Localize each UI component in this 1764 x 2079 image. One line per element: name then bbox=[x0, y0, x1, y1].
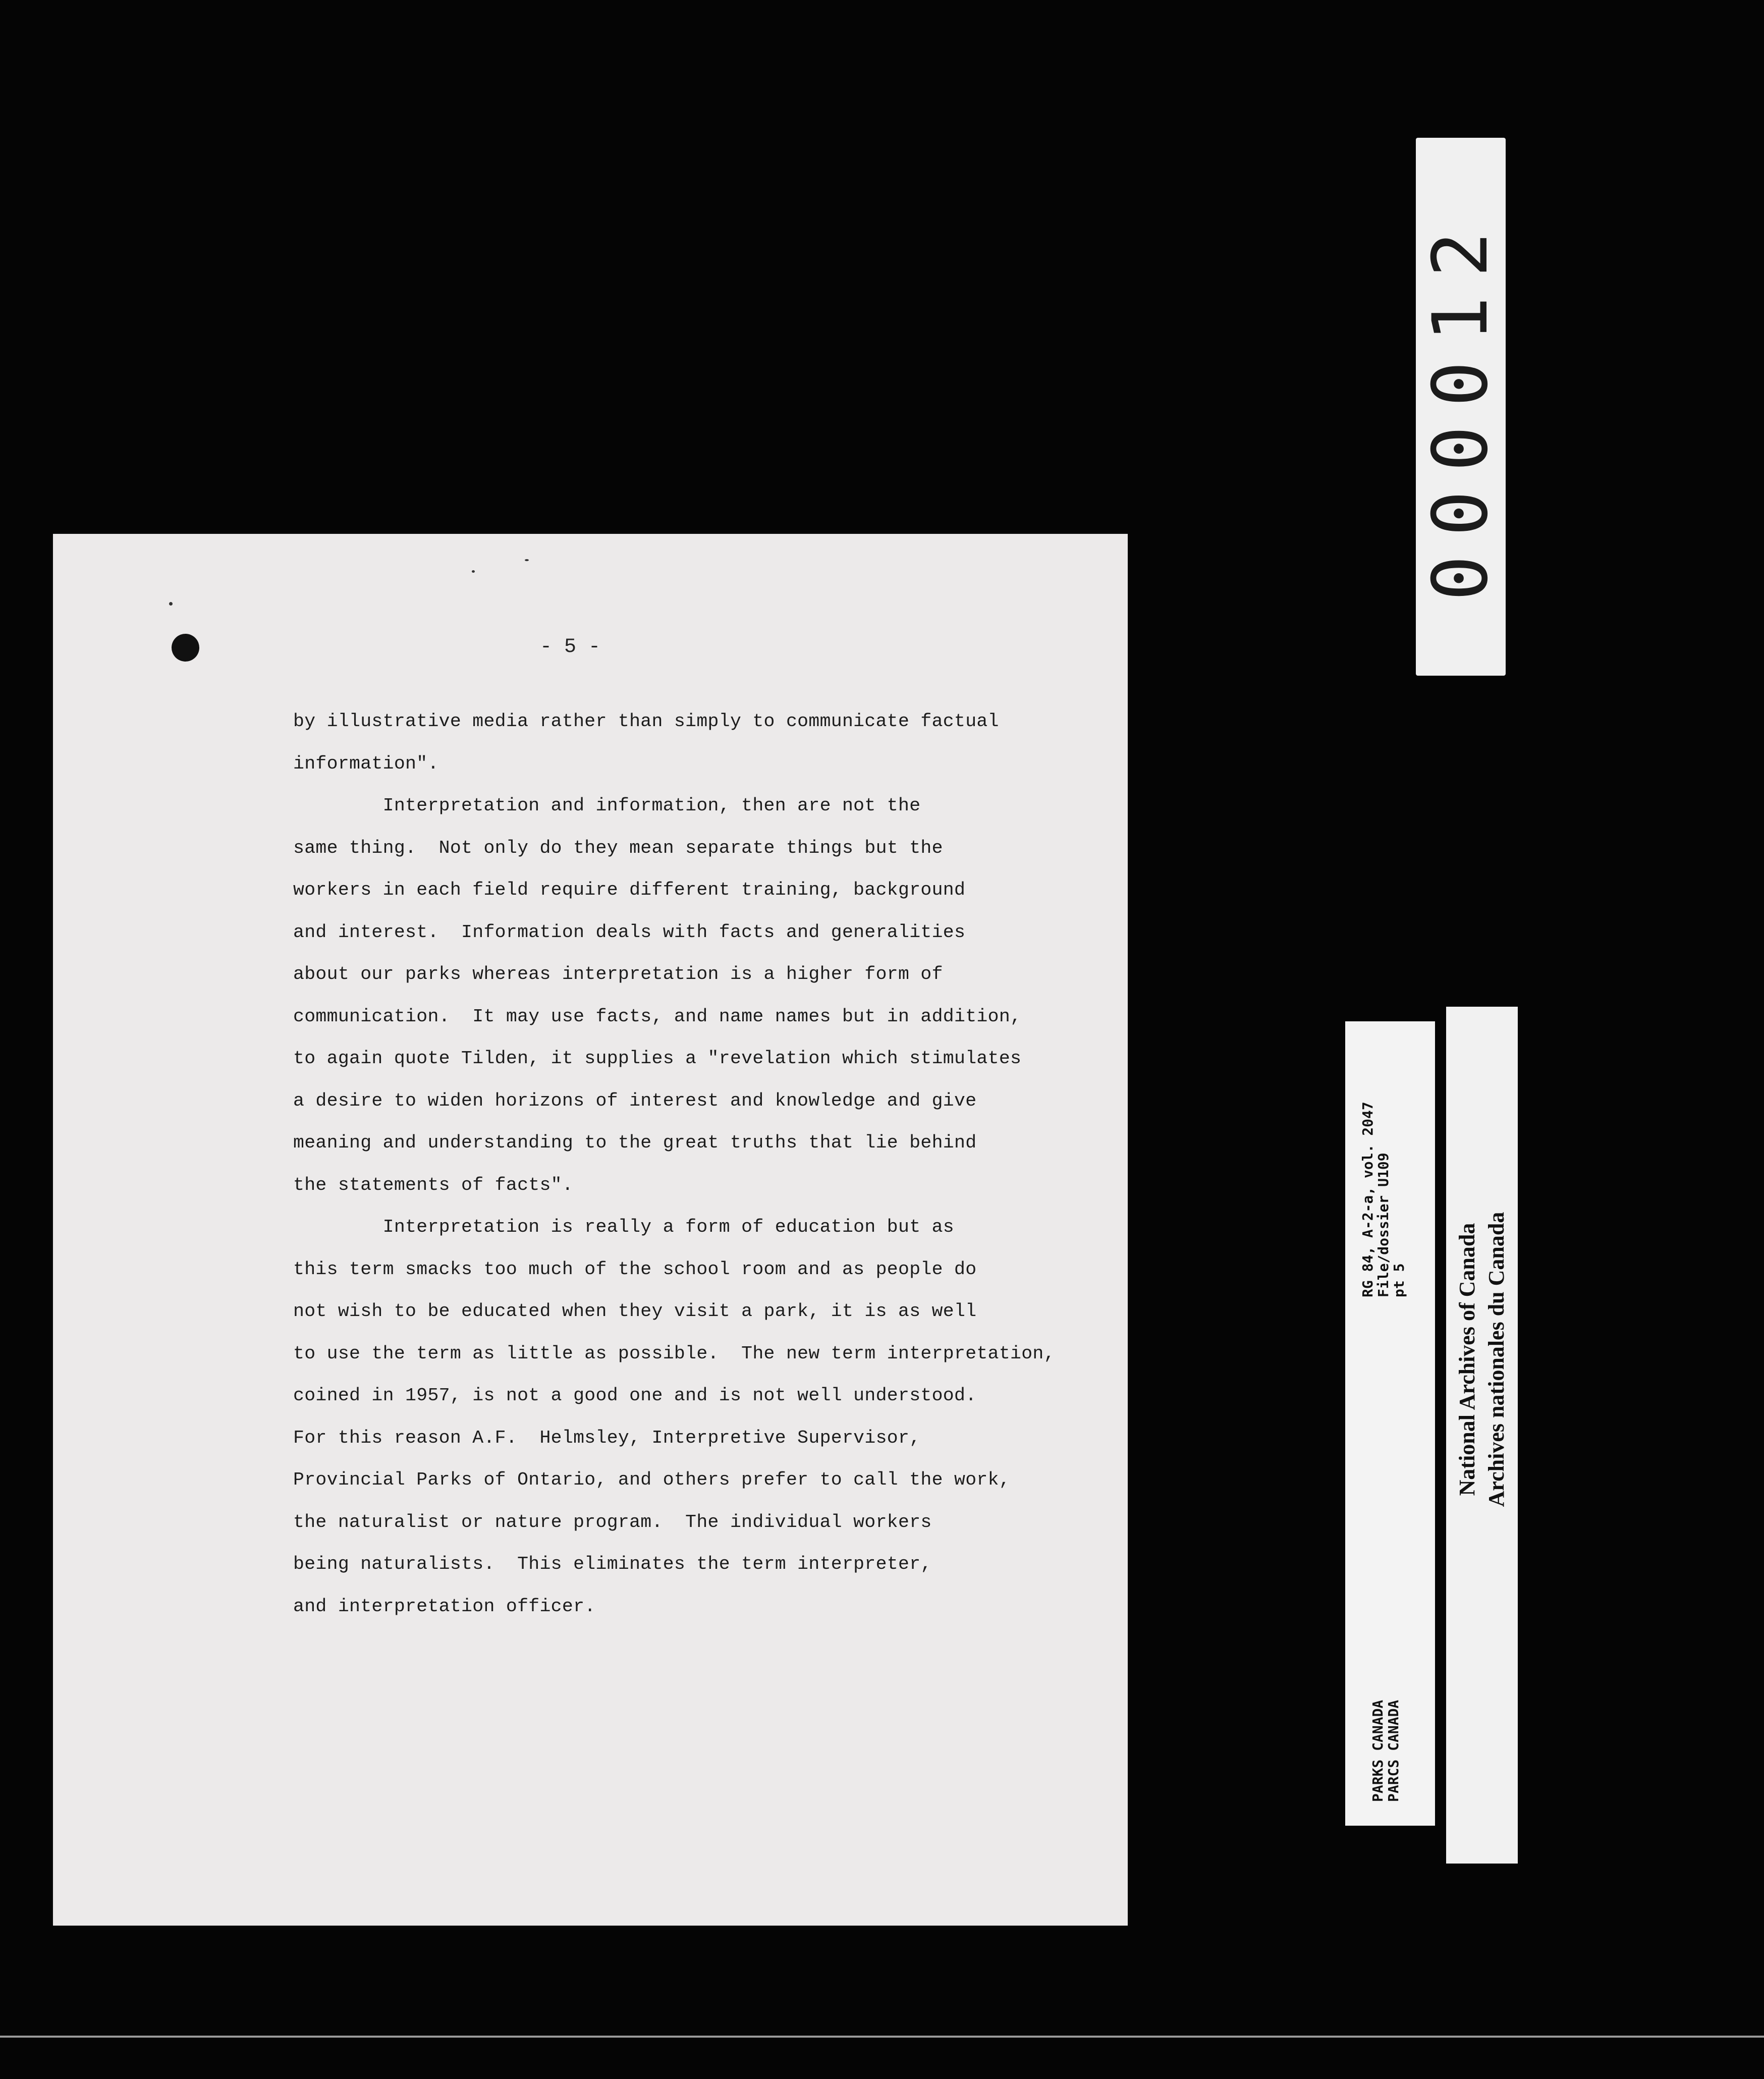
frame-number: 000012 bbox=[1417, 212, 1505, 601]
text-line: information". bbox=[293, 753, 439, 774]
text-line: the statements of facts". bbox=[293, 1174, 574, 1195]
publisher-block bbox=[1370, 1700, 1401, 1802]
publisher-line: PARKS CANADA bbox=[1369, 1700, 1386, 1802]
reference-line: RG 84, A-2-a, vol. 2047 bbox=[1359, 1102, 1376, 1297]
archives-label bbox=[1446, 1007, 1518, 1864]
frame-number-strip bbox=[1416, 138, 1506, 676]
text-line: same thing. Not only do they mean separate things but the bbox=[293, 837, 943, 858]
text-line: to use the term as little as possible. The new term interpretation, bbox=[293, 1343, 1055, 1364]
publisher-line: PARCS CANADA bbox=[1385, 1700, 1402, 1802]
archives-line: Archives nationales du Canada bbox=[1484, 1212, 1509, 1507]
text-line: coined in 1957, is not a good one and is not well understood. bbox=[293, 1385, 977, 1406]
page-number: - 5 - bbox=[539, 636, 601, 659]
speck bbox=[169, 602, 173, 606]
reference-block bbox=[1360, 1102, 1407, 1297]
reference-line: pt 5 bbox=[1391, 1263, 1407, 1297]
text-line: the naturalist or nature program. The individual workers bbox=[293, 1511, 932, 1533]
archives-line: National Archives of Canada bbox=[1455, 1223, 1479, 1496]
text-line: being naturalists. This eliminates the term interpreter, bbox=[293, 1554, 932, 1574]
text-line: Interpretation and information, then are not the bbox=[293, 795, 921, 816]
bottom-rule bbox=[0, 2036, 1764, 2038]
document-body bbox=[293, 700, 1080, 1627]
speck bbox=[472, 570, 475, 573]
reference-line: File/dossier U109 bbox=[1375, 1153, 1392, 1297]
reference-label bbox=[1345, 1021, 1435, 1826]
speck bbox=[525, 559, 529, 561]
text-line: to again quote Tilden, it supplies a "revelation which stimulates bbox=[293, 1048, 1022, 1069]
text-line: a desire to widen horizons of interest and knowledge and give bbox=[293, 1090, 977, 1111]
text-line: communication. It may use facts, and name names but in addition, bbox=[293, 1006, 1022, 1027]
document-page bbox=[53, 534, 1128, 1926]
text-line: Provincial Parks of Ontario, and others prefer to call the work, bbox=[293, 1469, 1011, 1490]
text-line: not wish to be educated when they visit a park, it is as well bbox=[293, 1301, 977, 1322]
text-line: and interpretation officer. bbox=[293, 1596, 596, 1617]
text-line: this term smacks too much of the school room and as people do bbox=[293, 1259, 977, 1280]
text-line: workers in each field require different training, background bbox=[293, 880, 966, 900]
text-line: Interpretation is really a form of education but as bbox=[293, 1217, 955, 1237]
text-line: meaning and understanding to the great truths that lie behind bbox=[293, 1132, 977, 1153]
text-line: For this reason A.F. Helmsley, Interpretive Supervisor, bbox=[293, 1427, 921, 1448]
text-line: and interest. Information deals with facts and generalities bbox=[293, 921, 966, 943]
text-line: by illustrative media rather than simply to communicate factual bbox=[293, 711, 999, 732]
text-line: about our parks whereas interpretation is a higher form of bbox=[293, 964, 943, 984]
